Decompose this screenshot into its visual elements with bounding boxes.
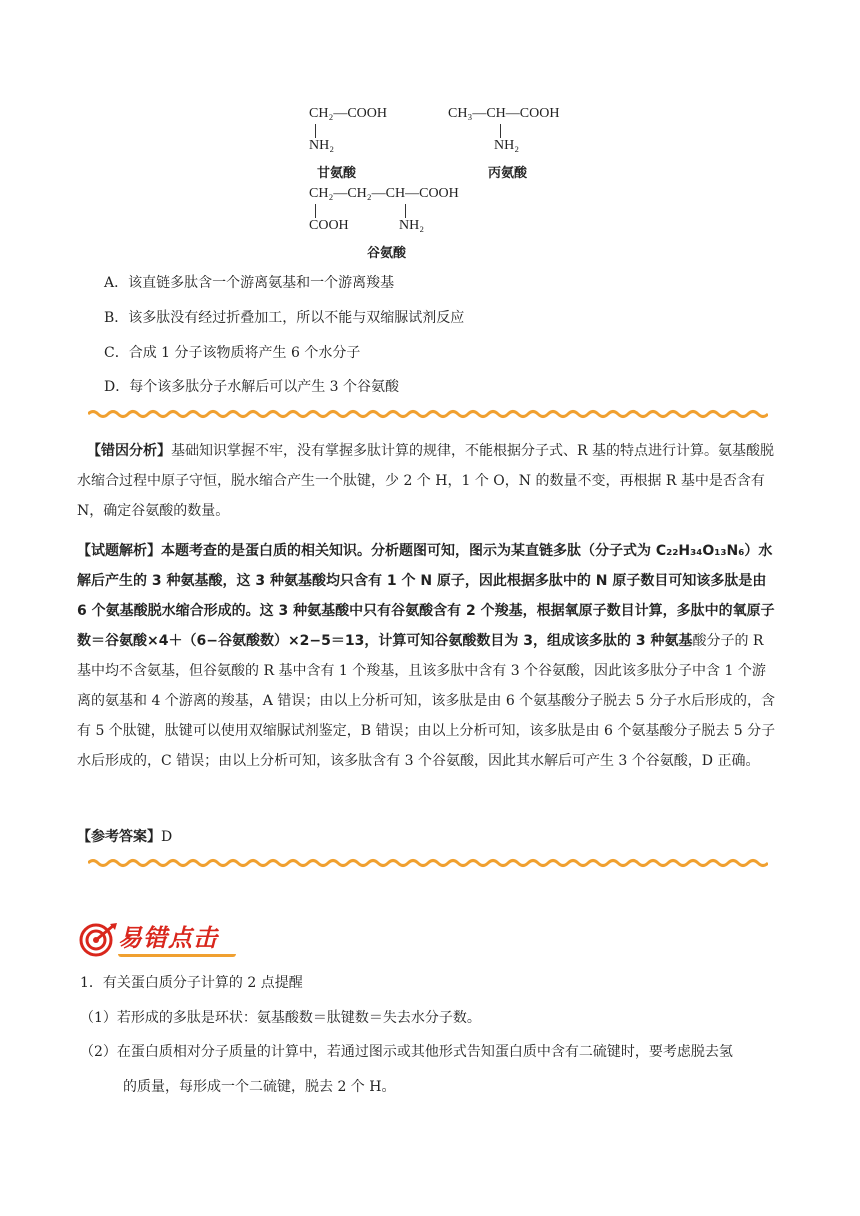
target-icon [78, 922, 118, 958]
bond-line [315, 124, 316, 138]
glutamate-formula-bottom-right: NH₂ [399, 218, 425, 233]
glycine-formula-top: CH₂—COOH [309, 106, 387, 121]
option-b: B．该多肽没有经过折叠加工，所以不能与双缩脲试剂反应 [104, 310, 465, 326]
alanine-formula-top: CH₃—CH—COOH [448, 106, 560, 121]
bond-line [500, 124, 501, 138]
tips-title-box [118, 924, 236, 957]
error-analysis-text: 基础知识掌握不牢，没有掌握多肽计算的规律，不能根据分子式、R 基的特点进行计算。氨基酸脱水缩合过程中原子守恒，脱水缩合产生一个肽键，少 2 个 H，1 个 O，N 的数量不变，再根据 R 基中是否含有 N，确定谷氨酸的数量。 [77, 443, 774, 519]
answer-value: D [161, 829, 173, 845]
bond-line [405, 204, 406, 218]
alanine-formula-bottom: NH₂ [494, 138, 520, 153]
error-analysis-label: 【错因分析】 [87, 443, 171, 459]
reference-answer [77, 826, 172, 846]
tips-heading: 1．有关蛋白质分子计算的 2 点提醒 [80, 975, 303, 991]
option-d: D．每个该多肽分子水解后可以产生 3 个谷氨酸 [104, 379, 400, 395]
molecular-formula: C₂₂H₃₄O₁₃N₆ [655, 543, 745, 559]
error-analysis [77, 436, 777, 526]
answer-label: 【参考答案】 [77, 829, 161, 845]
tips-title: 易错点击 [118, 924, 218, 952]
glutamate-formula-top: CH₂—CH₂—CH—COOH [309, 186, 459, 201]
tip-item-2-line-2: 的质量，每形成一个二硫键，脱去 2 个 H。 [123, 1079, 396, 1095]
tips-header [78, 922, 238, 958]
tip-item-2-line-1: （2）在蛋白质相对分子质量的计算中，若通过图示或其他形式告知蛋白质中含有二硫键时，要考虑脱去氢 [80, 1044, 733, 1060]
bond-line [315, 204, 316, 218]
alanine-name: 丙氨酸 [488, 166, 528, 181]
analysis-bold-text [77, 543, 775, 649]
tip-item-1: （1）若形成的多肽是环状：氨基酸数＝肽键数＝失去水分子数。 [80, 1010, 481, 1026]
option-c: C．合成 1 分子该物质将产生 6 个水分子 [104, 345, 361, 361]
glycine-formula-bottom: NH₂ [309, 138, 335, 153]
option-a: A．该直链多肽含一个游离氨基和一个游离羧基 [104, 275, 395, 291]
analysis-label: 【试题解析】 [77, 543, 161, 559]
glycine-name: 甘氨酸 [317, 166, 357, 181]
analysis-bold-part-2: ）水解后产生的 3 种氨基酸，这 3 种氨基酸均只含有 1 个 N 原子，因此根据多肽中的 N 原子数目可知该多肽是由 6 个氨基酸脱水缩合形成的。这 3 种氨基酸中只有谷氨酸含有 2 个羧基，根据氧原子数目计算，多肽中的氧原子数＝谷氨酸×4＋（6−谷氨酸数）×2−5＝13，计算可知谷氨酸数目为 3，组成该多肽的 3 种氨基 [77, 543, 775, 649]
glutamate-name: 谷氨酸 [367, 246, 407, 261]
wavy-divider [88, 409, 768, 419]
wavy-divider [88, 858, 768, 868]
analysis-text: 酸分子的 R 基中均不含氨基，但谷氨酸的 R 基中含有 1 个羧基，且该多肽中含有 3 个谷氨酸，因此该多肽分子中含 1 个游离的氨基和 4 个游离的羧基，A 错误；由以上分析可知，该多肽是由 6 个氨基酸分子脱去 5 分子水后形成的，含有 5 个肽键，肽键可以使用双缩脲试剂鉴定，B 错误；由以上分析可知，该多肽是由 6 个氨基酸分子脱去 5 分子水后形成的，C 错误；由以上分析可知，该多肽含有 3 个谷氨酸，因此其水解后可产生 3 个谷氨酸，D 正确。 [77, 633, 776, 769]
analysis-bold-part-1: 本题考查的是蛋白质的相关知识。分析题图可知，图示为某直链多肽（分子式为 [161, 543, 656, 559]
analysis [77, 536, 777, 776]
glutamate-formula-bottom-left: COOH [309, 218, 349, 233]
